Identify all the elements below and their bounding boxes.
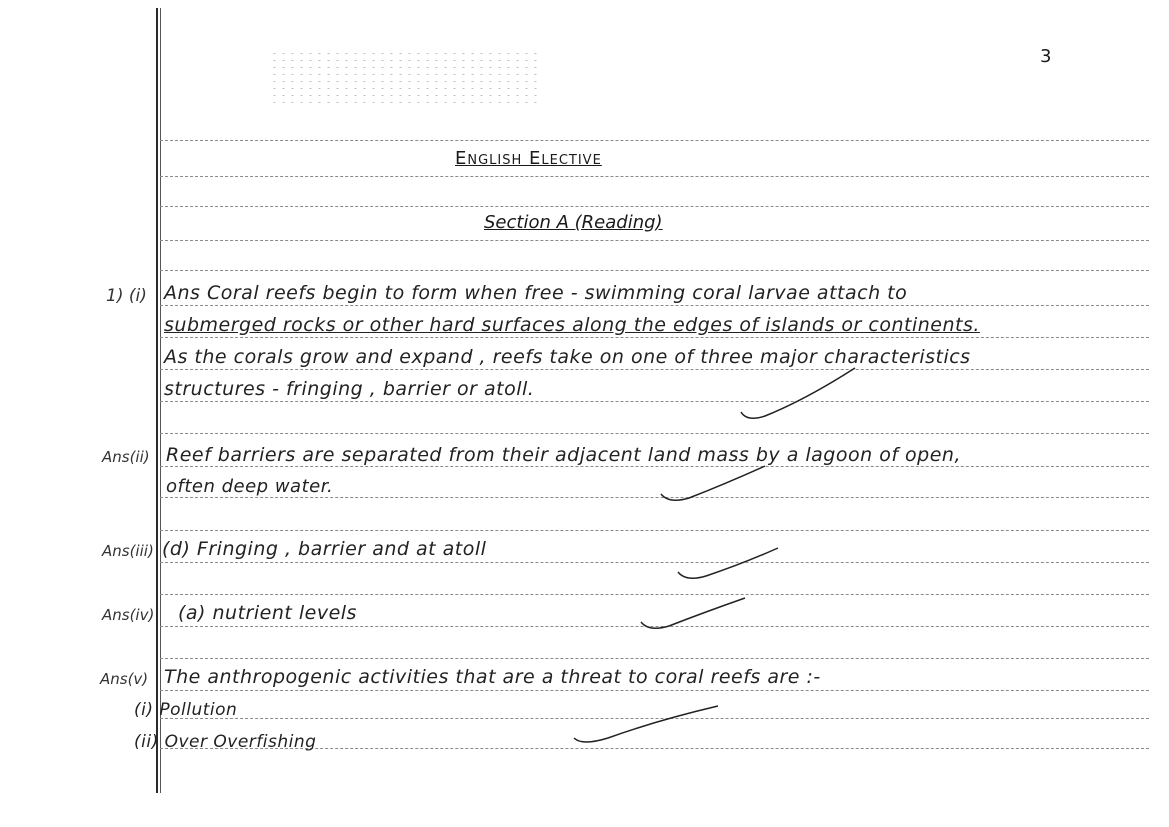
answer-1-line-3: As the corals grow and expand , reefs take on one of three major characteristics — [164, 346, 971, 368]
answer-1-line-2: submerged rocks or other hard surfaces along the edges of islands or continents. — [164, 314, 980, 336]
answer-3-marker: Ans(iii) — [102, 542, 154, 560]
answer-5-marker: Ans(v) — [100, 670, 149, 688]
ruled-line — [160, 530, 1149, 531]
answer-1-marker: 1) (i) — [106, 286, 147, 306]
ruled-line — [160, 270, 1149, 271]
ruled-line — [160, 433, 1149, 434]
ruled-line — [160, 401, 1149, 402]
check-mark-icon — [568, 700, 728, 750]
check-mark-icon — [655, 460, 775, 510]
ruled-line — [160, 140, 1149, 141]
ruled-line — [160, 305, 1149, 306]
page-number: 3 — [1040, 46, 1052, 67]
scan-speckle — [270, 50, 540, 105]
ruled-line — [160, 176, 1149, 177]
check-mark-icon — [735, 360, 865, 430]
ruled-line — [160, 240, 1149, 241]
answer-5-line-1: The anthropogenic activities that are a threat to coral reefs are :- — [164, 666, 821, 688]
check-mark-icon — [672, 544, 787, 589]
margin-line — [156, 8, 158, 793]
ruled-line — [160, 206, 1149, 207]
answer-1-line-4: structures - fringing , barrier or atoll. — [164, 378, 535, 400]
answer-1-line-1: Ans Coral reefs begin to form when free - swimming coral larvae attach to — [164, 282, 908, 304]
section-heading: Section A (Reading) — [484, 212, 663, 233]
answer-5-item-1: (i) Pollution — [134, 700, 238, 720]
ruled-line — [160, 369, 1149, 370]
answer-4-marker: Ans(iv) — [102, 606, 155, 624]
answer-4-line-1: (a) nutrient levels — [178, 602, 357, 624]
check-mark-icon — [635, 592, 755, 637]
answer-2-marker: Ans(ii) — [102, 448, 150, 466]
answer-2-line-2: often deep water. — [166, 476, 334, 497]
answer-2-line-1: Reef barriers are separated from their adjacent land mass by a lagoon of open, — [166, 444, 962, 466]
ruled-line — [160, 658, 1149, 659]
ruled-line — [160, 690, 1149, 691]
ruled-line — [160, 562, 1149, 563]
answer-5-item-2: (ii) Over Overfishing — [134, 732, 317, 752]
ruled-line — [160, 337, 1149, 338]
answer-3-line-1: (d) Fringing , barrier and at atoll — [162, 538, 487, 560]
page-heading: English Elective — [455, 148, 602, 169]
